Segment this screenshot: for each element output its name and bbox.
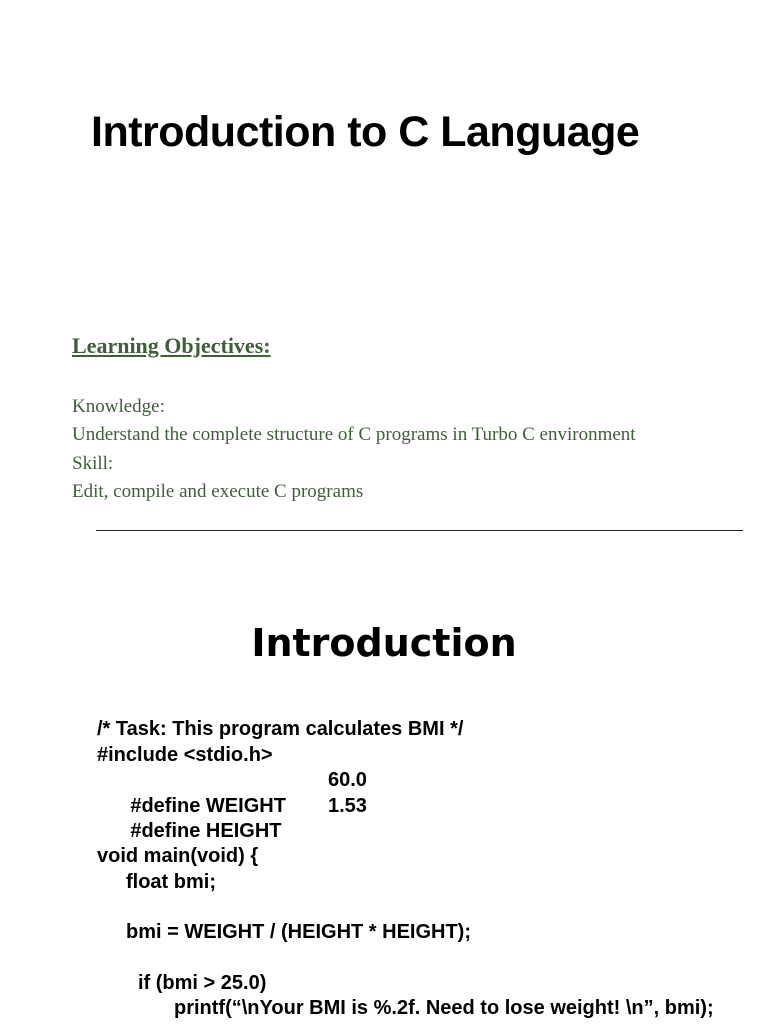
code-define-height-line bbox=[97, 794, 714, 842]
objective-line-skill-label: Skill: bbox=[72, 452, 114, 474]
height-value: 1.53 bbox=[328, 794, 367, 817]
code-if-line: if (bmi > 25.0) bbox=[138, 971, 267, 994]
learning-objectives-list bbox=[72, 393, 636, 506]
objective-line-knowledge-text: Understand the complete structure of C programs in Turbo C environment bbox=[72, 424, 636, 446]
horizontal-divider bbox=[96, 530, 743, 531]
code-include-line: #include <stdio.h> bbox=[97, 743, 273, 766]
objective-line-knowledge-label: Knowledge: bbox=[72, 396, 165, 417]
code-blank-line bbox=[97, 946, 714, 971]
section-title: Introduction bbox=[251, 621, 517, 665]
objective-line-skill-text: Edit, compile and execute C programs bbox=[72, 480, 364, 502]
code-main-signature-line: void main(void) { bbox=[97, 845, 259, 867]
code-blank-line bbox=[97, 895, 714, 920]
code-assignment-line: bmi = WEIGHT / (HEIGHT * HEIGHT); bbox=[126, 921, 471, 943]
slide-title: Introduction to C Language bbox=[91, 108, 640, 156]
code-declaration-line: float bmi; bbox=[126, 870, 216, 893]
define-weight-keyword: #define WEIGHT bbox=[130, 794, 286, 817]
code-listing bbox=[97, 717, 714, 1022]
code-blank-line bbox=[97, 819, 714, 844]
code-printf-line: printf(“\nYour BMI is %.2f. Need to lose weight! \n”, bmi); bbox=[174, 997, 714, 1019]
define-height-keyword: #define HEIGHT bbox=[130, 820, 282, 842]
learning-objectives-heading: Learning Objectives: bbox=[72, 333, 271, 358]
code-comment-line: /* Task: This program calculates BMI */ bbox=[97, 718, 464, 740]
weight-value: 60.0 bbox=[328, 769, 367, 791]
